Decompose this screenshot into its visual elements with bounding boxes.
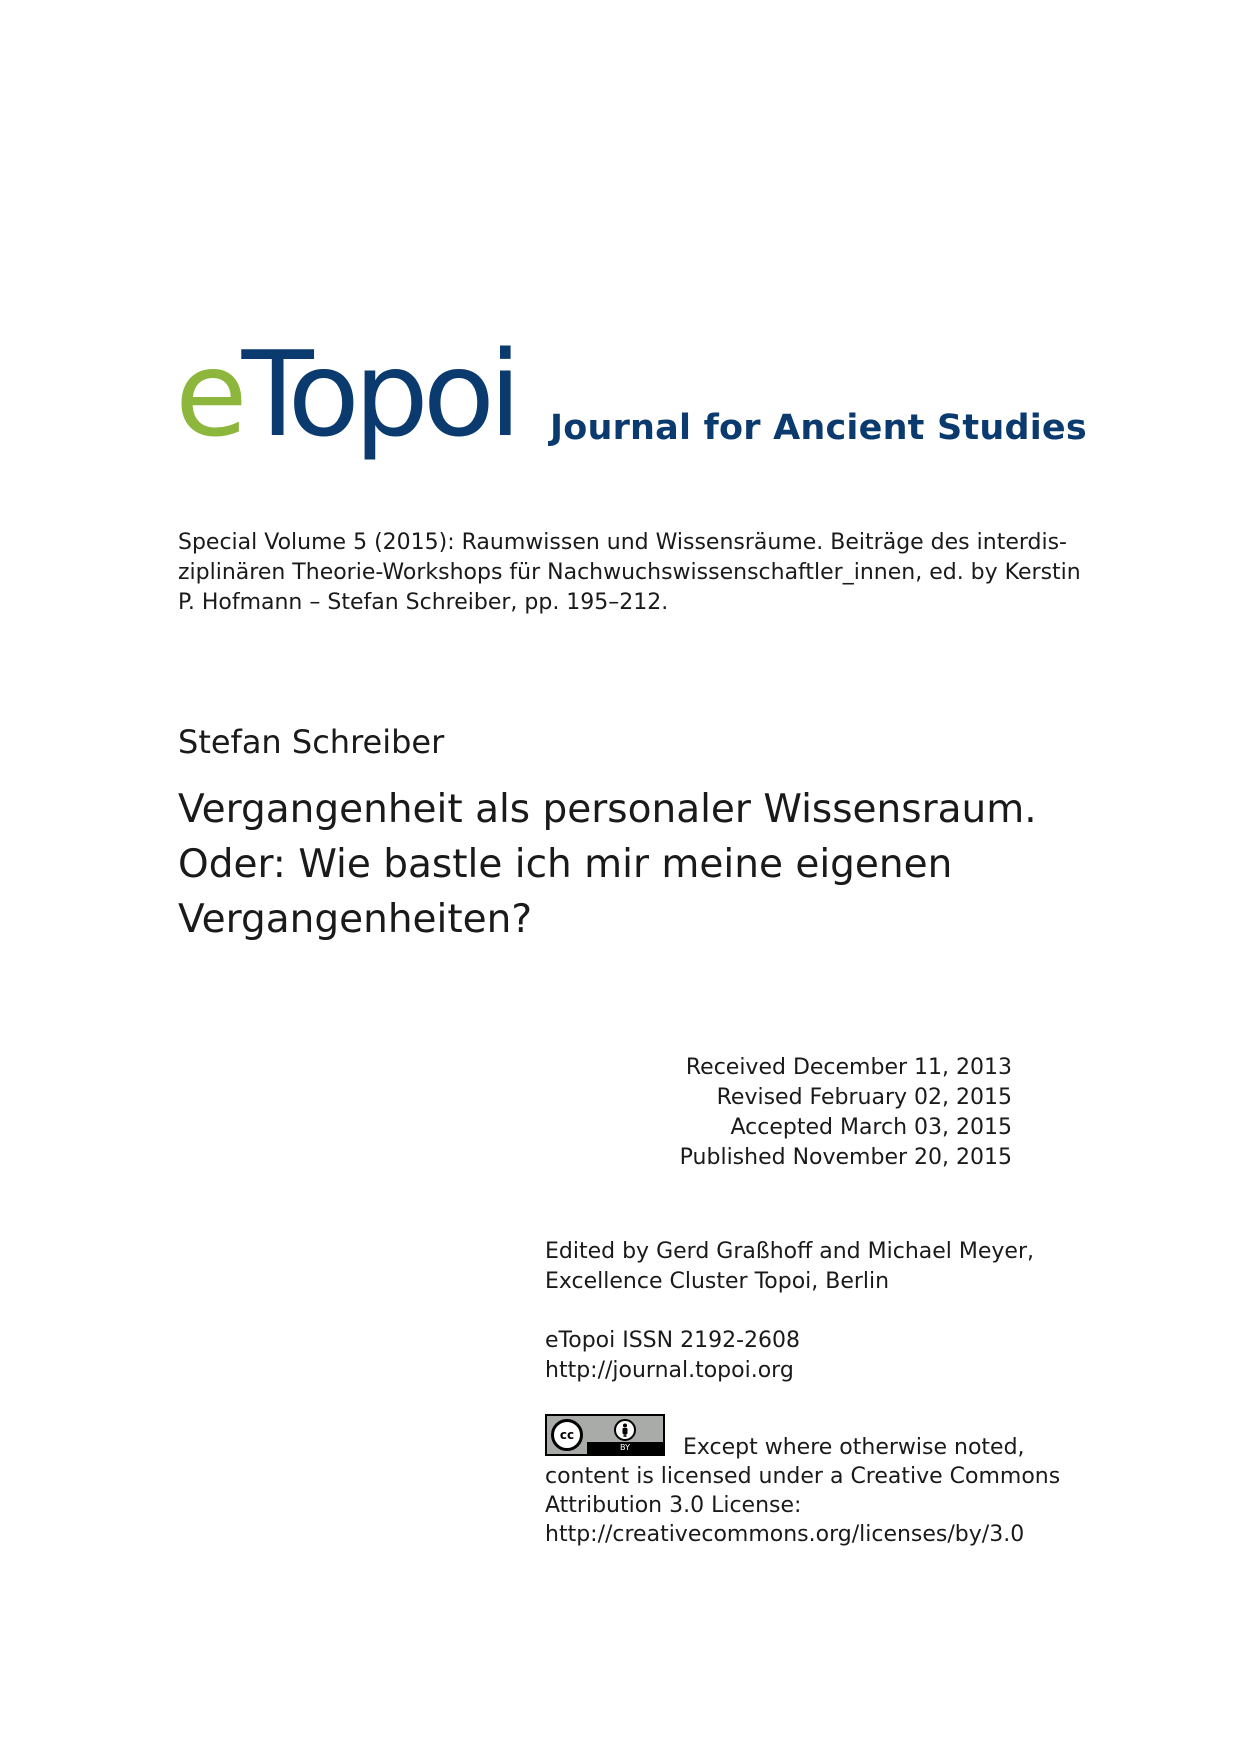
etopoi-logo	[175, 325, 516, 463]
logo-topoi: Topoi	[241, 325, 516, 463]
license-line: Attribution 3.0 License:	[545, 1493, 802, 1518]
license-url[interactable]: http://creativecommons.org/licenses/by/3.0	[545, 1522, 1025, 1547]
journal-tagline: Journal for Ancient Studies	[550, 408, 1087, 448]
title-line: Oder: Wie bastle ich mir meine eigenen	[178, 842, 953, 887]
cc-by-label: BY	[620, 1443, 630, 1452]
article-author: Stefan Schreiber	[178, 723, 445, 761]
publication-dates	[680, 1053, 1012, 1173]
cc-icon: cc	[551, 1419, 583, 1451]
logo-e: e	[175, 325, 242, 463]
title-line: Vergangenheit als personaler Wissensraum.	[178, 787, 1037, 832]
issn-block	[545, 1326, 800, 1386]
license-line: content is licensed under a Creative Commons	[545, 1464, 1061, 1489]
article-title	[178, 782, 1037, 947]
edited-by: Edited by Gerd Graßhoff and Michael Meyer,	[545, 1239, 1035, 1264]
volume-line: Special Volume 5 (2015): Raumwissen und Wissensräume. Beiträge des interdis-	[178, 530, 1067, 555]
revised-date: Revised February 02, 2015	[716, 1085, 1012, 1110]
editorial-info	[545, 1237, 1035, 1297]
license-text	[545, 1433, 1061, 1549]
journal-masthead	[175, 325, 1087, 475]
issn: eTopoi ISSN 2192-2608	[545, 1328, 801, 1353]
accepted-date: Accepted March 03, 2015	[730, 1115, 1012, 1140]
volume-line: P. Hofmann – Stefan Schreiber, pp. 195–212.	[178, 590, 669, 615]
received-date: Received December 11, 2013	[685, 1055, 1012, 1080]
title-line: Vergangenheiten?	[178, 897, 533, 942]
published-date: Published November 20, 2015	[679, 1145, 1012, 1170]
license-line: Except where otherwise noted,	[683, 1435, 1025, 1460]
excellence-cluster: Excellence Cluster Topoi, Berlin	[545, 1269, 890, 1294]
journal-url[interactable]: http://journal.topoi.org	[545, 1358, 794, 1383]
volume-line: ziplinären Theorie-Workshops für Nachwuchswissenschaftler_innen, ed. by Kerstin	[178, 560, 1081, 585]
special-volume-info	[178, 528, 1081, 618]
